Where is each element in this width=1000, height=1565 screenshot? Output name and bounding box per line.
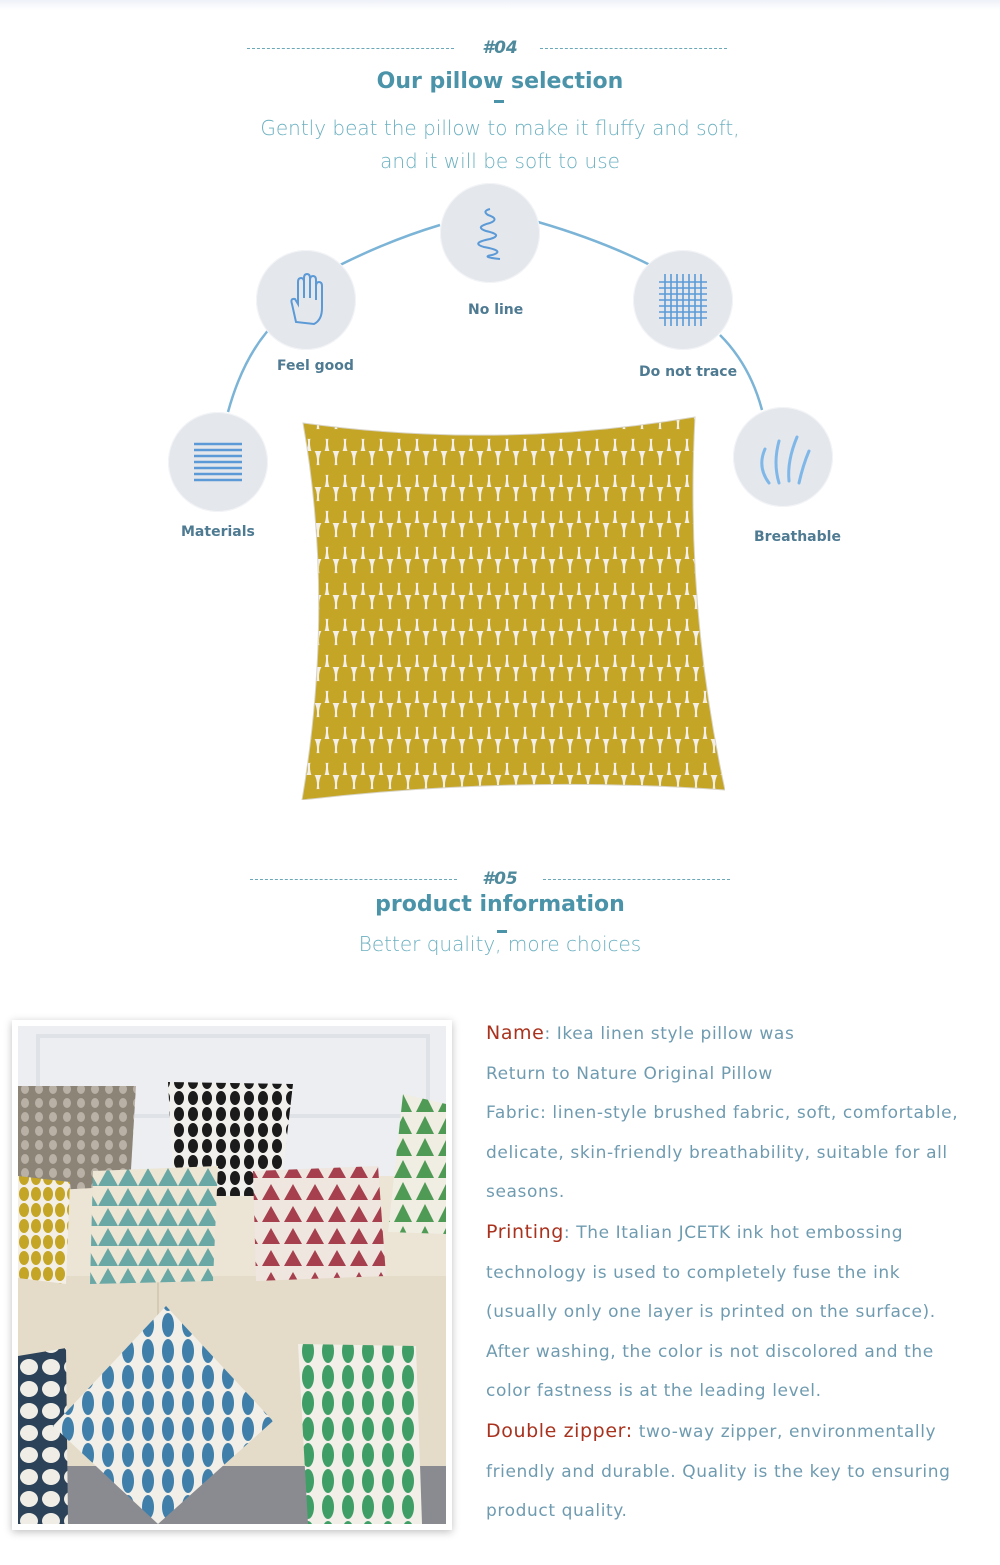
feature-label-no-line: No line [468, 302, 524, 318]
feature-label-do-not-trace: Do not trace [639, 364, 738, 380]
grid-weave-icon [653, 270, 713, 330]
feature-breathable [733, 407, 833, 507]
feature-feel-good [256, 250, 356, 350]
name-key: Name [486, 1022, 545, 1044]
zipper-line [486, 1412, 971, 1532]
fabric-text: Fabric: linen-style brushed fabric, soft, comfortable, delicate, skin-friendly breathability, suitable for all seasons. [486, 1103, 959, 1203]
feature-do-not-trace [633, 250, 733, 350]
product-photo-frame [12, 1020, 452, 1530]
section-subtitle-line2: and it will be soft to use [380, 149, 620, 173]
zipper-key: Double zipper: [486, 1419, 633, 1442]
stacked-lines-icon [188, 432, 248, 492]
section-title: product information [375, 892, 625, 917]
section-subtitle: Better quality, more choices [358, 932, 642, 956]
feature-label-breathable: Breathable [754, 529, 841, 545]
printing-line [486, 1213, 971, 1412]
feature-label-feel-good: Feel good [277, 358, 354, 374]
product-info-text [486, 1014, 971, 1532]
name-value-line2: Return to Nature Original Pillow [486, 1063, 773, 1084]
name-line [486, 1014, 971, 1055]
squiggle-icon [460, 203, 520, 263]
hand-icon [276, 270, 336, 330]
zipper-value: two-way zipper, environmentally friendly and durable. Quality is the key to ensuring product quality. [486, 1421, 951, 1522]
feature-no-line [440, 183, 540, 283]
wind-fibers-icon [753, 427, 813, 487]
yellow-dot-pillow-image [300, 415, 725, 800]
section-number: #05 [482, 869, 518, 889]
feature-label-materials: Materials [181, 524, 255, 540]
printing-value: : The Italian JCETK ink hot embossing technology is used to completely fuse the ink (usually only one layer is printed on the surface). After washing, the color is not discolored and the color fastness is at the leading level. [486, 1222, 936, 1402]
printing-key: Printing [486, 1220, 564, 1243]
feature-materials [168, 412, 268, 512]
section-number: #04 [482, 38, 518, 58]
section-title: Our pillow selection [376, 69, 624, 94]
product-photo-sofa-pillows [18, 1026, 446, 1524]
name-value: : Ikea linen style pillow was [544, 1024, 795, 1044]
section-subtitle-line1: Gently beat the pillow to make it fluffy and soft, [260, 116, 740, 140]
